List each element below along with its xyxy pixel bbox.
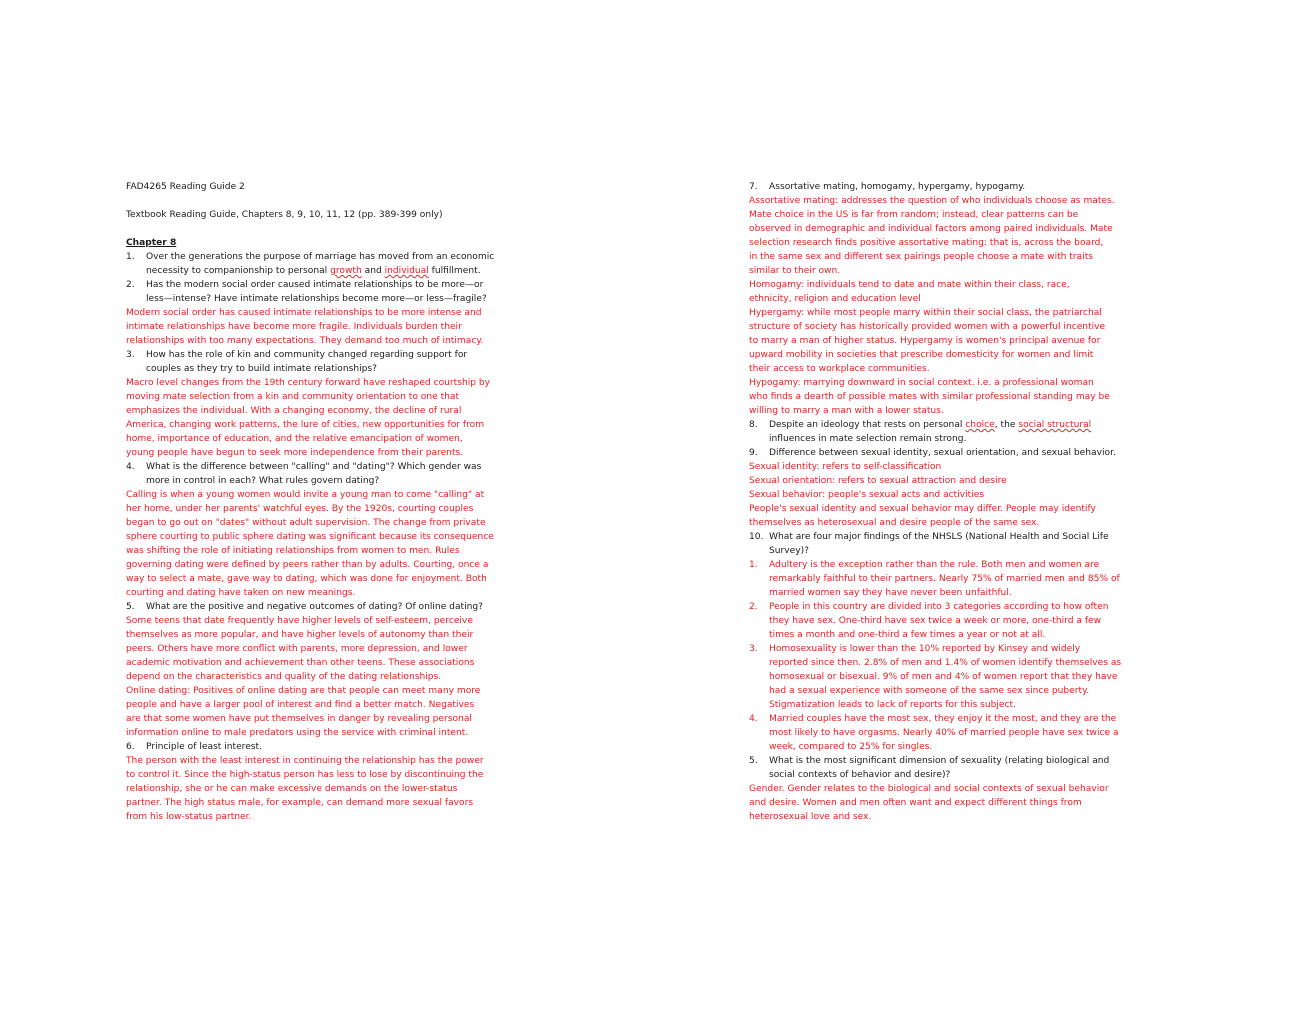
finding-line: times a month and one-third a few times a year or not at all. [769, 630, 1046, 640]
finding-line: had a sexual experience with someone of the same sex since puberty. [769, 686, 1090, 696]
answer-line: courting and dating have taken on new meanings. [126, 588, 356, 598]
question-4-line-2: more in control in each? What rules govern dating? [146, 476, 380, 486]
answer-line: information online to male predators using the service with criminal intent. [126, 728, 469, 738]
finding-line: reported since then. 2.8% of men and 1.4% of women identify themselves as [769, 658, 1122, 668]
chapter-heading: Chapter 8 [126, 238, 177, 248]
answer-line: Some teens that date frequently have higher levels of self-esteem, perceive [126, 616, 473, 626]
answer-line: and desire. Women and men often want and expect different things from [749, 798, 1082, 808]
answer-line: Mate choice in the US is far from random; instead, clear patterns can be [749, 210, 1079, 220]
answer-line: structure of society has historically provided women with a powerful incentive [749, 322, 1106, 332]
answer-line: governing dating were defined by peers rather than by adults. Courting, once a [126, 560, 489, 570]
answer-line: their access to workplace communities. [749, 364, 930, 374]
answer-line: observed in demographic and individual factors among paired individuals. Mate [749, 224, 1113, 234]
answer-line: Sexual behavior: people's sexual acts and activities [749, 490, 985, 500]
answer-line: selection research finds positive assortative mating: that is, across the board, [749, 238, 1104, 248]
question-5: 5. What are the positive and negative outcomes of dating? Of online dating? [126, 602, 483, 612]
finding-line: they have sex. One-third have sex twice a week or more, one-third a few [769, 616, 1102, 626]
answer-line: intimate relationships have become more fragile. Individuals burden their [126, 322, 462, 332]
answer-line: depend on the characteristics and quality of the dating relationships. [126, 672, 442, 682]
answer-line: themselves as more popular, and have higher levels of autonomy than their [126, 630, 474, 640]
answer-line: began to go out on "dates" without adult supervision. The change from private [126, 518, 486, 528]
answer-line: People's sexual identity and sexual behavior may differ. People may identify [749, 504, 1096, 514]
question-8-line-2: influences in mate selection remain strong. [769, 434, 967, 444]
answer-line: ethnicity, religion and education level [749, 294, 921, 304]
question-3: 3. How has the role of kin and community changed regarding support for [126, 350, 468, 360]
finding-1: 1. Adultery is the exception rather than the rule. Both men and women are [749, 560, 1100, 570]
question-11: 5. What is the most significant dimension of sexuality (relating biological and [749, 756, 1110, 766]
answer-line: Hypergamy: while most people marry within their social class, the patriarchal [749, 308, 1102, 318]
answer-line: partner. The high status male, for example, can demand more sexual favors [126, 798, 474, 808]
answer-line: relationship, she or he can make excessive demands on the lower-status [126, 784, 458, 794]
finding-line: week, compared to 25% for singles. [769, 742, 933, 752]
answer-line: America, changing work patterns, the lure of cities, new opportunities for from [126, 420, 485, 430]
question-6: 6. Principle of least interest. [126, 742, 262, 752]
question-3-line-2: couples as they try to build intimate relationships? [146, 364, 377, 374]
answer-line: to marry a man of higher status. Hypergamy is women's principal avenue for [749, 336, 1101, 346]
answer-line: heterosexual love and sex. [749, 812, 872, 822]
answer-line: willing to marry a man with a lower status. [749, 406, 944, 416]
answer-line: Macro level changes from the 19th century forward have reshaped courtship by [126, 378, 491, 388]
highlighted-word: social structural [1018, 420, 1092, 430]
document-title: FAD4265 Reading Guide 2 [126, 182, 245, 192]
answer-line: Homogamy: individuals tend to date and mate within their class, race, [749, 280, 1070, 290]
answer-line: to control it. Since the high-status person has less to lose by discontinuing the [126, 770, 484, 780]
document-subtitle: Textbook Reading Guide, Chapters 8, 9, 10, 11, 12 (pp. 389-399 only) [126, 210, 443, 220]
question-11-line-2: social contexts of behavior and desire)? [769, 770, 951, 780]
answer-line: Calling is when a young women would invite a young man to come "calling" at [126, 490, 485, 500]
answer-line: Hypogamy: marrying downward in social context. i.e. a professional woman [749, 378, 1094, 388]
question-8: 8. Despite an ideology that rests on personal choice, the social structural [749, 420, 1092, 430]
answer-line: people and have a larger pool of interest and find a better match. Negatives [126, 700, 475, 710]
answer-line: peers. Others have more conflict with parents, more depression, and lower [126, 644, 468, 654]
finding-line: homosexual or bisexual. 9% of men and 4% of women report that they have [769, 672, 1118, 682]
answer-line: in the same sex and different sex pairings people choose a mate with traits [749, 252, 1094, 262]
answer-line: way to select a mate, gave way to dating, which was done for enjoyment. Both [126, 574, 487, 584]
finding-4: 4. Married couples have the most sex, they enjoy it the most, and they are the [749, 714, 1117, 724]
highlighted-word: growth [330, 266, 362, 276]
finding-line: Stigmatization leads to lack of reports for this subject. [769, 700, 1016, 710]
question-number: 1. [126, 252, 135, 262]
answer-line: who finds a dearth of possible mates with similar professional standing may be [749, 392, 1110, 402]
question-7: 7. Assortative mating, homogamy, hypergamy, hypogamy. [749, 182, 1026, 192]
answer-line: are that some women have put themselves in danger by revealing personal [126, 714, 472, 724]
answer-line: Sexual orientation: refers to sexual attraction and desire [749, 476, 1007, 486]
question-1-line-2: necessity to companionship to personal growth and individual fulfillment. [146, 266, 481, 276]
answer-line: was shifting the role of initiating relationships from women to men. Rules [126, 546, 460, 556]
answer-line: academic motivation and achievement than other teens. These associations [126, 658, 475, 668]
finding-line: married women say they have never been unfaithful. [769, 588, 1012, 598]
answer-line: Gender. Gender relates to the biological and social contexts of sexual behavior [749, 784, 1109, 794]
answer-line: upward mobility in societies that prescribe domesticity for women and limit [749, 350, 1094, 360]
answer-line: sphere courting to public sphere dating was significant because its consequence [126, 532, 494, 542]
answer-line: similar to their own. [749, 266, 841, 276]
question-9: 9. Difference between sexual identity, sexual orientation, and sexual behavior. [749, 448, 1116, 458]
answer-line: young people have begun to seek more independence from their parents. [126, 448, 464, 458]
question-2-line-2: less—intense? Have intimate relationships become more—or less—fragile? [146, 294, 487, 304]
finding-line: most likely to have orgasms. Nearly 40% of married people have sex twice a [769, 728, 1119, 738]
answer-line: relationships with too many expectations. They demand too much of intimacy. [126, 336, 484, 346]
question-2: 2. Has the modern social order caused intimate relationships to be more—or [126, 280, 484, 290]
finding-line: remarkably faithful to their partners. Nearly 75% of married men and 85% of [769, 574, 1120, 584]
answer-line: moving mate selection from a kin and community orientation to one that [126, 392, 460, 402]
answer-line: her home, under her parents' watchful eyes. By the 1920s, courting couples [126, 504, 474, 514]
answer-line: Assortative mating: addresses the question of who individuals choose as mates. [749, 196, 1115, 206]
finding-2: 2. People in this country are divided into 3 categories according to how often [749, 602, 1109, 612]
answer-line: emphasizes the individual. With a changing economy, the decline of rural [126, 406, 462, 416]
question-1: 1. Over the generations the purpose of marriage has moved from an economic [126, 251, 494, 265]
answer-line: Online dating: Positives of online dating are that people can meet many more [126, 686, 481, 696]
answer-line: Modern social order has caused intimate relationships to be more intense and [126, 308, 482, 318]
finding-3: 3. Homosexuality is lower than the 10% reported by Kinsey and widely [749, 644, 1081, 654]
highlighted-word: choice [965, 420, 995, 430]
answer-line: from his low-status partner. [126, 812, 252, 822]
answer-line: The person with the least interest in continuing the relationship has the power [126, 756, 484, 766]
question-10-line-2: Survey)? [769, 546, 810, 556]
answer-line: themselves as heterosexual and desire people of the same sex. [749, 518, 1040, 528]
answer-line: home, importance of education, and the relative emancipation of women, [126, 434, 463, 444]
question-4: 4. What is the difference between "calling" and "dating"? Which gender was [126, 462, 482, 472]
question-10: 10. What are four major findings of the NHSLS (National Health and Social Life [749, 532, 1109, 542]
answer-line: Sexual identity: refers to self-classification [749, 462, 942, 472]
highlighted-word: individual [384, 266, 429, 276]
